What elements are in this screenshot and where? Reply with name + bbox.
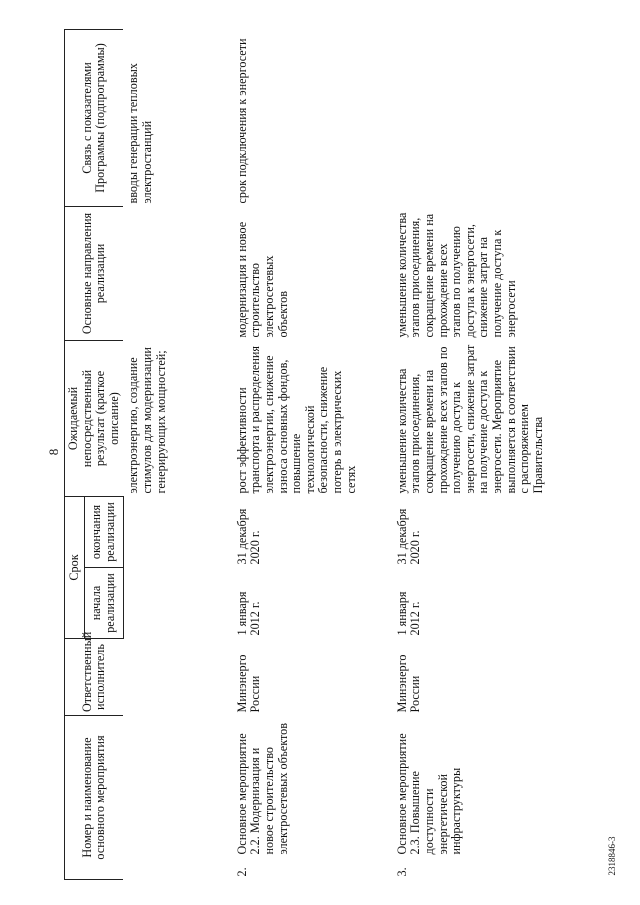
table-row-continuation (123, 30, 230, 880)
program-measures-table (64, 29, 598, 880)
start-date: 1 января 2012 г. (394, 591, 423, 636)
expected-result: рост эффективности транспорта и распределения электроэнергии, снижение износа основных фондов, повышение технологической безопасности, снижение потерь в электрических сетях (234, 346, 358, 494)
executor: Минэнерго России (394, 654, 423, 713)
continuation-result: электроэнергию, создание стимулов для модернизации генерирующих мощностей; (126, 347, 168, 494)
header-expected-result: Ожидаемый непосредственный результат (краткое описание) (65, 341, 124, 497)
end-date: 31 декабря 2020 г. (394, 508, 423, 565)
end-date: 31 декабря 2020 г. (234, 508, 263, 565)
header-end: окончания реализации (85, 497, 124, 568)
main-directions: модернизация и новое строительство электросетевых объектов (234, 221, 290, 338)
document-code: 2318846-3 (607, 836, 617, 876)
executor: Минэнерго России (234, 654, 263, 713)
table-row (230, 30, 390, 880)
header-indicators-link: Связь с показателями Программы (подпрограммы) (65, 30, 124, 207)
measure-name: Основное мероприятие 2.3. Повышение доступности энергетической инфраструктуры (394, 733, 464, 855)
table-row (390, 30, 598, 880)
indicators-link: срок подключения к энергосети (234, 38, 249, 204)
header-term: Срок (65, 497, 85, 639)
main-directions: уменьшение количества этапов присоединения, сокращение времени на прохождение всех этапов по получению доступа к энергосети, снижение затрат на получение доступа к энергосети (394, 212, 518, 338)
page-number: 8 (46, 448, 61, 456)
rotated-table-container (64, 30, 619, 880)
header-executor: Ответственный исполнитель (65, 639, 124, 716)
indicators-link (390, 30, 598, 207)
header-start: начала реализации (85, 568, 124, 639)
measure-name: Основное мероприятие 2.2. Модернизация и новое строительство электросетевых объектов (234, 723, 290, 855)
header-main-directions: Основные направления реализации (65, 207, 124, 341)
row-number: 2. (234, 867, 249, 877)
header-number-name: Номер и наименование основного мероприятия (65, 716, 124, 880)
row-number: 3. (394, 867, 409, 877)
expected-result: уменьшение количества этапов присоединения, сокращение времени на прохождение всех этапов по получению доступа к энергосети, снижение затрат на получение доступа к энергосети. Мероприятие выполняется в соответствии с распоряжением Правительства (394, 344, 545, 494)
continuation-link: вводы генерации тепловых электростанций (126, 63, 154, 204)
start-date: 1 января 2012 г. (234, 591, 263, 636)
